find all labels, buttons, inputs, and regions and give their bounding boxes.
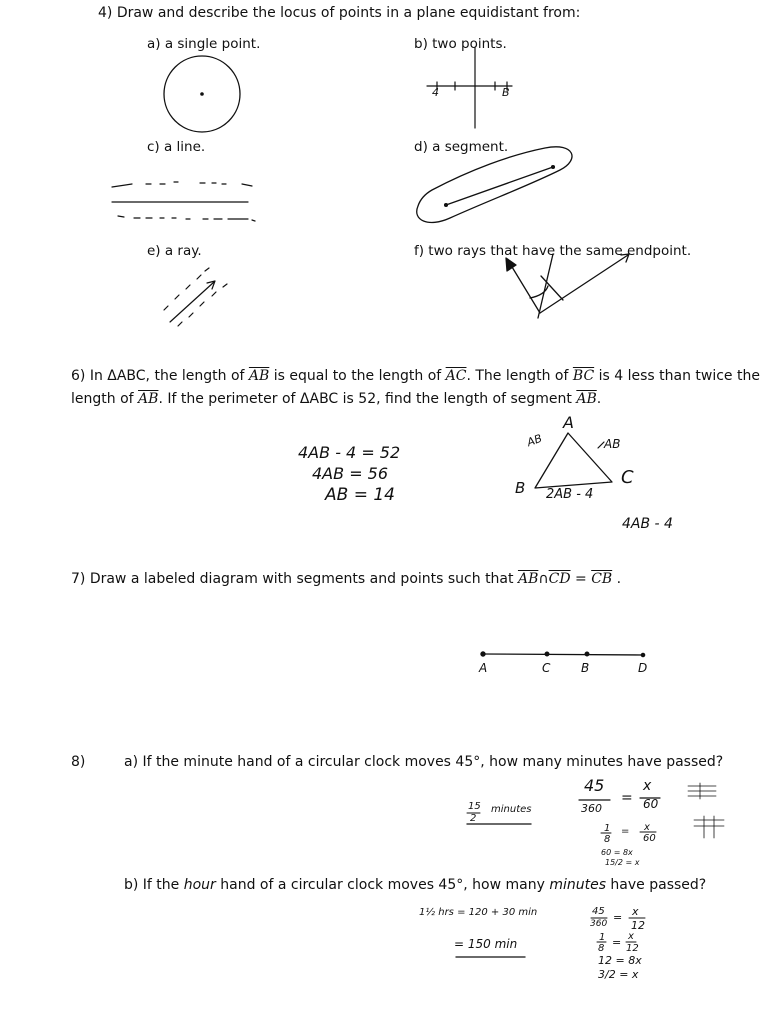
q7-label-b: B — [581, 661, 590, 675]
q6-prompt-line2: length of $\overline{AB}$. If the perimeter of ΔABC is 52, find the length of segment $\overline{AB}$. — [71, 391, 602, 407]
q8b-frac1-equals: = — [613, 911, 623, 924]
q8a-step3: 60 = 8x — [601, 848, 633, 857]
q8a-frac2-numerator: 1 — [604, 823, 611, 834]
q4b-point-label-right: B — [502, 86, 510, 99]
q8b-frac1-rhs-numerator: x — [632, 905, 639, 918]
q8a-frac1-denominator: 360 — [581, 802, 602, 815]
q8b-frac1-denominator: 360 — [590, 919, 608, 929]
q6-triangle-vertex-b: B — [515, 479, 526, 497]
q4a-label: a) a single point. — [147, 36, 261, 52]
q8b-frac1-rhs-denominator: 12 — [631, 919, 645, 932]
q4d-label: d) a segment. — [414, 139, 509, 155]
q8a-frac2-denominator: 8 — [604, 834, 611, 845]
q8a-step4: 15/2 = x — [605, 858, 640, 867]
q6-work-line3: AB = 14 — [325, 485, 395, 505]
q8a-answer-numerator: 15 — [468, 801, 481, 812]
q8a-frac1-numerator: 45 — [584, 776, 605, 795]
q8a-frac2-rhs-denominator: 60 — [643, 833, 656, 844]
q8b-frac2-rhs-numerator: x — [628, 931, 634, 942]
q6-triangle-side-note: 4AB - 4 — [622, 516, 673, 532]
q6-prompt-line1: 6) In ΔABC, the length of $\overline{AB}$ is equal to the length of $\overline{AC}$. The length of $\overline{BC}$ is 4 less than twice the — [71, 368, 760, 384]
q6-triangle-left-side-label: AB — [525, 431, 544, 450]
q8a-frac1-rhs-numerator: x — [643, 778, 652, 794]
q8a-prompt: a) If the minute hand of a circular clock moves 45°, how many minutes have passed? — [124, 754, 724, 770]
q8b-frac2-equals: = — [612, 936, 622, 949]
q4c-label: c) a line. — [147, 139, 206, 155]
q8b-step4: 3/2 = x — [598, 968, 639, 981]
q8a-frac1-equals: = — [621, 790, 633, 806]
q7-prompt: 7) Draw a labeled diagram with segments and points such that $\overline{AB}\cap\overline{CD} = \overline{CB}$ . — [71, 571, 622, 587]
q8a-answer-denominator: 2 — [470, 813, 477, 824]
q8b-work-line2: = 150 min — [454, 937, 518, 951]
q6-work-line2: 4AB = 56 — [312, 464, 389, 483]
q8b-prompt: b) If the hour hand of a circular clock moves 45°, how many minutes have passed? — [124, 877, 707, 893]
q4f-label: f) two rays that have the same endpoint. — [414, 243, 692, 259]
q8b-step3: 12 = 8x — [598, 954, 642, 967]
q6-triangle-vertex-a: A — [563, 413, 574, 432]
q8a-answer-unit: minutes — [491, 804, 532, 815]
q7-label-d: D — [638, 661, 648, 675]
q8a-frac2-rhs-numerator: x — [644, 822, 650, 833]
q8b-work-line1: 1½ hrs = 120 + 30 min — [419, 907, 538, 918]
q6-triangle-vertex-c: C — [621, 467, 634, 488]
q6-triangle-right-side-label: AB — [604, 437, 621, 451]
q8b-frac1-numerator: 45 — [592, 906, 605, 917]
q4-prompt: 4) Draw and describe the locus of points in a plane equidistant from: — [98, 5, 581, 21]
q8b-frac2-denominator: 8 — [598, 943, 605, 954]
q7-label-c: C — [542, 661, 551, 675]
q8a-frac2-equals: = — [621, 826, 630, 837]
q6-work-line1: 4AB - 4 = 52 — [298, 443, 401, 462]
q8b-frac2-numerator: 1 — [599, 932, 606, 943]
q8b-frac2-rhs-denominator: 12 — [626, 943, 639, 954]
q4e-label: e) a ray. — [147, 243, 202, 259]
q8a-frac1-rhs-denominator: 60 — [643, 797, 659, 811]
q6-triangle-bottom-label: 2AB - 4 — [546, 487, 594, 502]
q4b-label: b) two points. — [414, 36, 507, 52]
q8-number: 8) — [71, 754, 86, 770]
q4b-point-label-left: 4 — [432, 86, 439, 99]
q7-label-a: A — [479, 661, 488, 675]
